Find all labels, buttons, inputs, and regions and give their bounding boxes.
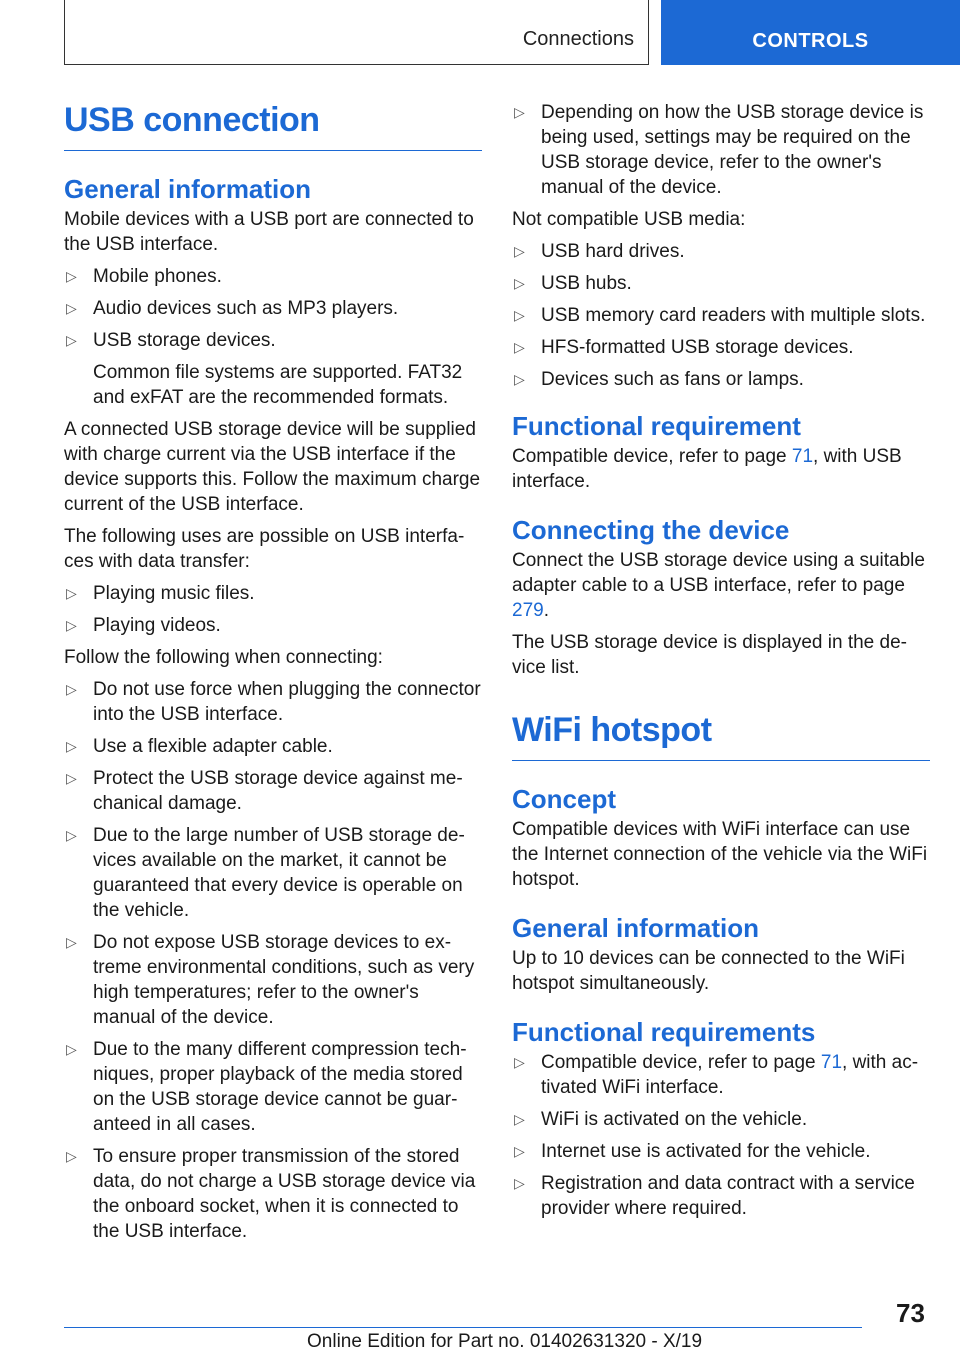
list-item: ▷ USB hubs. [512, 271, 930, 296]
paragraph: Up to 10 devices can be connected to the WiFi hotspot simultaneously. [512, 948, 905, 994]
section-concept [512, 783, 930, 892]
paragraph: The following uses are possible on USB interfaces with data transfer: [64, 526, 465, 572]
section-title: General information [64, 174, 312, 204]
section-connecting-device [512, 514, 930, 680]
paragraph: Compatible devices with WiFi interface can use the Internet connection of the vehicle via the WiFi hotspot. [512, 819, 928, 890]
list-item: ▷ USB storage devices. [64, 328, 482, 353]
list-item: ▷ Internet use is activated for the vehicle. [512, 1139, 930, 1164]
list-item: ▷ Playing videos. [64, 613, 482, 638]
chapter-title-usb: USB connection [64, 100, 482, 151]
footer-edition: Online Edition for Part no. 01402631320 - X/19 [307, 1331, 703, 1352]
text: , with activated WiFi interface. [541, 1052, 919, 1098]
right-column [512, 100, 930, 1241]
connect-rules-list [64, 677, 482, 1244]
list-item [512, 1050, 930, 1100]
list-item: ▷ Due to the many different compression techniques, proper playback of the media stored on the USB storage device cannot be guaranteed in all cases. [64, 1037, 482, 1137]
device-list [64, 264, 482, 353]
footer-divider [64, 1327, 862, 1328]
page-link[interactable]: 71 [820, 1052, 843, 1073]
header-section-box [64, 0, 649, 65]
continued-list [512, 100, 930, 200]
text: . [543, 600, 549, 621]
list-item: ▷ Audio devices such as MP3 players. [64, 296, 482, 321]
list-item: ▷ HFS-formatted USB storage devices. [512, 335, 930, 360]
list-item: ▷ Depending on how the USB storage device is being used, settings may be required on the USB storage device, refer to the owner's manual of the device. [512, 100, 930, 200]
not-compatible-list [512, 239, 930, 392]
page-number: 73 [896, 1298, 925, 1328]
list-item: ▷ Do not expose USB storage devices to extreme environmental conditions, such as very high temperatures; refer to the owner's manual of the device. [64, 930, 482, 1030]
page-link[interactable]: 71 [791, 446, 814, 467]
section-title: Connecting the device [512, 515, 790, 545]
section-title: General information [512, 913, 760, 943]
paragraph: Not compatible USB media: [512, 209, 746, 230]
page-link[interactable]: 279 [512, 600, 544, 621]
header-tab-label: CONTROLS [752, 30, 869, 52]
requirements-list [512, 1050, 930, 1221]
list-item: ▷ Use a flexible adapter cable. [64, 734, 482, 759]
text: , with USB interface. [512, 446, 902, 492]
text: Compatible device, refer to page [512, 446, 792, 467]
list-item: ▷ Registration and data contract with a service provider where required. [512, 1171, 930, 1221]
section-title: Concept [512, 784, 616, 814]
list-item: ▷ WiFi is activated on the vehicle. [512, 1107, 930, 1132]
chapter-title-wifi: WiFi hotspot [512, 710, 930, 761]
section-title: Functional requirements [512, 1017, 816, 1047]
section-functional-requirement [512, 410, 930, 494]
section-wifi-requirements [512, 1016, 930, 1221]
list-item: ▷ USB hard drives. [512, 239, 930, 264]
paragraph: Mobile devices with a USB port are connected to the USB interface. [64, 209, 474, 255]
list-item: ▷ Protect the USB storage device against mechanical damage. [64, 766, 482, 816]
list-item: ▷ To ensure proper transmission of the stored data, do not charge a USB storage device via the onboard socket, when it is connected to the USB interface. [64, 1144, 482, 1244]
section-title: Functional requirement [512, 411, 801, 441]
list-item: ▷ Devices such as fans or lamps. [512, 367, 930, 392]
paragraph [512, 548, 930, 623]
uses-list [64, 581, 482, 638]
text: Connect the USB storage device using a suitable adapter cable to a USB interface, refer to page [512, 550, 925, 596]
section-general-information [64, 173, 482, 1244]
text: Compatible device, refer to page [541, 1052, 821, 1073]
left-column [64, 100, 482, 1264]
list-item: ▷ Playing music files. [64, 581, 482, 606]
list-item-note: Common file systems are supported. FAT32 and exFAT are the recommended formats. [93, 362, 463, 408]
header-chapter-tab[interactable] [661, 0, 960, 65]
paragraph [512, 444, 930, 494]
list-item: ▷ Due to the large number of USB storage devices available on the market, it cannot be guaranteed that every device is operable on the vehicle. [64, 823, 482, 923]
list-item: ▷ USB memory card readers with multiple slots. [512, 303, 930, 328]
paragraph: Follow the following when connecting: [64, 647, 383, 668]
paragraph: A connected USB storage device will be supplied with charge current via the USB interface if the device supports this. Follow the maximum charge current of the USB interface. [64, 419, 481, 515]
section-wifi-general [512, 912, 930, 996]
paragraph: The USB storage device is displayed in the device list. [512, 632, 907, 678]
header-section-title: Connections [522, 28, 634, 50]
list-item: ▷ Mobile phones. [64, 264, 482, 289]
list-item: ▷ Do not use force when plugging the connector into the USB interface. [64, 677, 482, 727]
